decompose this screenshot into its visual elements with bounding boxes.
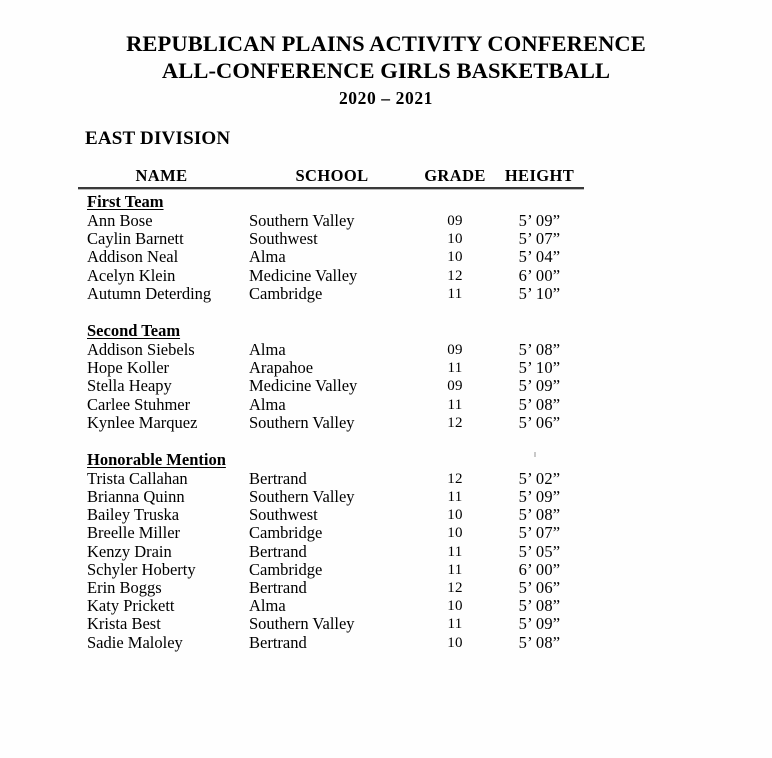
roster-section: [78, 450, 584, 652]
player-school: Bertrand: [249, 541, 307, 561]
player-name: Breelle Miller: [87, 523, 181, 543]
player-school: Southern Valley: [249, 487, 355, 507]
player-height: 5’ 09”: [518, 487, 561, 507]
table-row: [78, 230, 584, 248]
player-height: 6’ 00”: [518, 265, 561, 285]
player-height: 5’ 08”: [518, 596, 561, 616]
player-school: Southern Valley: [249, 211, 355, 230]
table-row: [78, 396, 584, 414]
table-row: [78, 285, 584, 303]
player-grade: 11: [447, 616, 463, 633]
player-grade: 11: [447, 543, 463, 560]
player-height: 5’ 08”: [518, 505, 561, 525]
table-header-row: [78, 166, 584, 187]
table-row: [78, 212, 584, 230]
player-school: Bertrand: [249, 468, 307, 488]
table-row: [78, 414, 584, 432]
table-row: [78, 524, 584, 542]
column-header-grade: GRADE: [424, 166, 486, 185]
player-school: Cambridge: [249, 523, 323, 543]
table-row: [78, 267, 584, 285]
player-grade: 10: [447, 525, 463, 542]
player-height: 5’ 09”: [518, 211, 561, 230]
player-height: 5’ 08”: [518, 394, 561, 414]
player-height: 5’ 07”: [518, 229, 561, 249]
table-row: [78, 488, 584, 506]
conference-title-line-1: REPUBLICAN PLAINS ACTIVITY CONFERENCE: [126, 31, 646, 56]
table-row: [78, 615, 584, 633]
player-grade: 11: [447, 285, 463, 302]
player-grade: 12: [447, 580, 463, 596]
table-row: [78, 341, 584, 359]
player-height: 5’ 09”: [518, 376, 561, 396]
player-height: 5’ 06”: [518, 412, 561, 432]
player-grade: 11: [447, 360, 463, 377]
player-height: 6’ 00”: [518, 559, 561, 579]
roster-table: [78, 166, 584, 652]
player-height: 5’ 10”: [518, 283, 561, 303]
table-row: [78, 579, 584, 597]
player-school: Bertrand: [249, 578, 307, 597]
player-school: Cambridge: [249, 559, 323, 579]
player-name: Addison Neal: [87, 247, 179, 267]
player-name: Sadie Maloley: [87, 632, 183, 652]
player-school: Southwest: [249, 505, 318, 525]
player-grade: 09: [447, 341, 463, 358]
player-name: Hope Koller: [87, 358, 170, 378]
scan-artifact-speck: [534, 452, 536, 457]
player-grade: 11: [447, 489, 463, 506]
player-grade: 10: [447, 249, 463, 266]
player-grade: 12: [447, 414, 463, 431]
table-row: [78, 359, 584, 377]
table-body: [78, 192, 584, 652]
player-height: 5’ 10”: [518, 358, 561, 378]
column-header-height: HEIGHT: [504, 166, 575, 185]
player-height: 5’ 08”: [518, 632, 561, 652]
table-row: [78, 561, 584, 579]
player-height: 5’ 06”: [518, 578, 561, 597]
player-name: Krista Best: [87, 614, 161, 634]
player-name: Bailey Truska: [87, 505, 180, 525]
table-row: [78, 377, 584, 395]
player-name: Brianna Quinn: [87, 487, 185, 507]
player-grade: 11: [447, 561, 463, 578]
player-school: Alma: [249, 339, 286, 359]
player-name: Addison Siebels: [87, 339, 195, 359]
player-school: Southern Valley: [249, 614, 355, 634]
player-grade: 10: [447, 634, 463, 651]
player-name: Trista Callahan: [87, 468, 188, 488]
season-years: 2020 – 2021: [338, 88, 434, 108]
player-name: Erin Boggs: [87, 578, 162, 597]
roster-section: [78, 192, 584, 303]
player-school: Arapahoe: [249, 358, 314, 378]
section-title: Honorable Mention: [87, 449, 226, 469]
player-height: 5’ 07”: [518, 523, 561, 543]
conference-title-line-2: ALL-CONFERENCE GIRLS BASKETBALL: [161, 58, 611, 83]
header-divider-rule: [78, 187, 584, 189]
column-header-name: NAME: [135, 166, 188, 185]
table-row: [78, 597, 584, 615]
column-header-school: SCHOOL: [295, 166, 369, 185]
player-name: Caylin Barnett: [87, 229, 184, 249]
section-title: Second Team: [87, 320, 181, 340]
player-school: Alma: [249, 596, 286, 616]
player-grade: 10: [447, 598, 463, 615]
player-height: 5’ 09”: [518, 614, 561, 634]
table-row: [78, 634, 584, 652]
table-row: [78, 506, 584, 524]
section-title: First Team: [87, 192, 164, 211]
player-school: Cambridge: [249, 283, 323, 303]
player-name: Kynlee Marquez: [87, 412, 198, 432]
player-name: Katy Prickett: [87, 596, 175, 616]
player-name: Carlee Stuhmer: [87, 394, 191, 414]
player-grade: 11: [447, 396, 463, 413]
player-school: Medicine Valley: [249, 265, 358, 285]
player-height: 5’ 08”: [518, 339, 561, 359]
player-height: 5’ 04”: [518, 247, 561, 267]
player-school: Bertrand: [249, 632, 307, 652]
document-title-block: [0, 31, 772, 109]
roster-section: [78, 321, 584, 432]
player-height: 5’ 02”: [518, 468, 561, 488]
player-grade: 10: [447, 507, 463, 524]
player-school: Alma: [249, 247, 286, 267]
player-grade: 10: [447, 231, 463, 248]
player-school: Southern Valley: [249, 412, 355, 432]
player-grade: 12: [447, 267, 463, 284]
player-name: Kenzy Drain: [87, 541, 172, 561]
table-row: [78, 543, 584, 561]
table-row: [78, 470, 584, 488]
player-name: Ann Bose: [87, 211, 153, 230]
player-school: Alma: [249, 394, 286, 414]
player-grade: 12: [447, 470, 463, 487]
player-school: Medicine Valley: [249, 376, 358, 396]
player-height: 5’ 05”: [518, 541, 561, 561]
division-heading: EAST DIVISION: [85, 128, 231, 149]
player-school: Southwest: [249, 229, 318, 249]
player-name: Schyler Hoberty: [87, 559, 196, 579]
player-name: Stella Heapy: [87, 376, 172, 396]
player-grade: 09: [447, 378, 463, 395]
player-grade: 09: [447, 213, 463, 229]
player-name: Autumn Deterding: [87, 283, 212, 303]
player-name: Acelyn Klein: [87, 265, 176, 285]
table-row: [78, 248, 584, 266]
